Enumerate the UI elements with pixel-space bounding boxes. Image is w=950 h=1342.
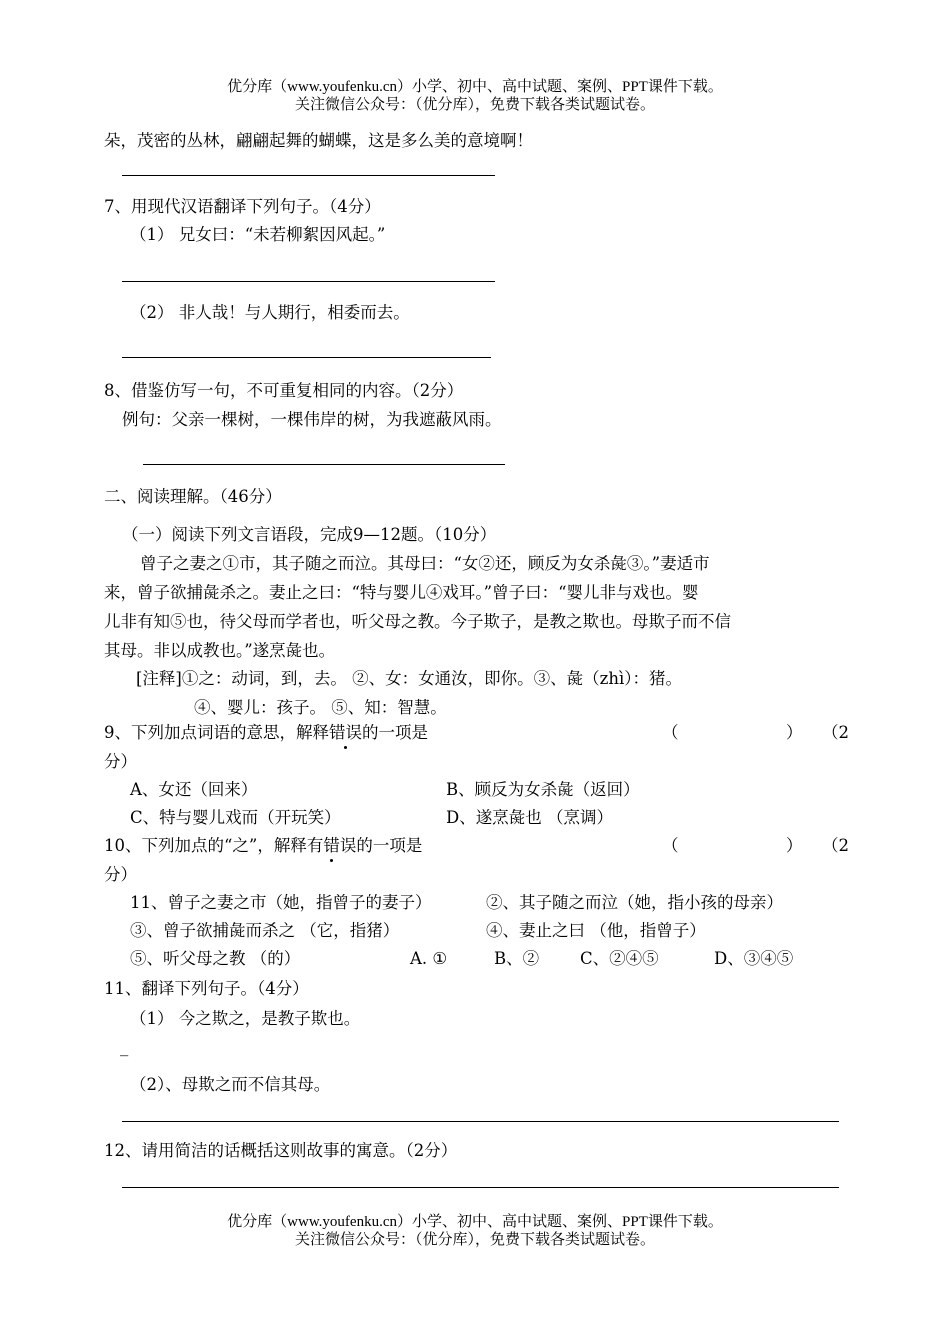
q10-item-2: ②、其子随之而泣（她，指小孩的母亲） xyxy=(486,893,783,912)
page-header-line2: 关注微信公众号：（优分库），免费下载各类试题试卷。 xyxy=(294,97,655,113)
q9-option-d: D、遂烹彘也 （烹调） xyxy=(446,808,613,827)
answer-line xyxy=(122,281,495,282)
emphasis-dots: 有错误 xyxy=(306,836,357,855)
passage-line-2: 来，曾子欲捕彘杀之。妻止之曰：“特与婴儿④戏耳。”曾子曰：“婴儿非与戏也。婴 xyxy=(104,583,699,602)
q8-example: 例句：父亲一棵树，一棵伟岸的树，为我遮蔽风雨。 xyxy=(122,410,502,429)
answer-line xyxy=(143,464,505,465)
q11-title: 11、翻译下列句子。（4分） xyxy=(104,979,309,998)
q9-title: 9、下列加点词语的意思，解释错误的一项是 xyxy=(104,723,428,742)
q10-choice-b: B、② xyxy=(494,949,540,968)
q10-answer-paren-open: （ xyxy=(662,836,679,855)
page-header-line1: 优分库（www.youfenku.cn）小学、初中、高中试题、案例、PPT课件下载。 xyxy=(227,79,723,95)
q9-option-a: A、女还（回来） xyxy=(130,780,258,799)
q11-sentence-2: （2）、母欺之而不信其母。 xyxy=(130,1075,331,1094)
q8-title: 8、借鉴仿写一句，不可重复相同的内容。（2分） xyxy=(104,381,464,400)
section-2-title: 二、阅读理解。（46分） xyxy=(104,487,282,506)
q10-item-5: ⑤、听父母之教 （的） xyxy=(130,949,301,968)
answer-line xyxy=(122,1187,839,1188)
page-footer-line2: 关注微信公众号：（优分库），免费下载各类试题试卷。 xyxy=(294,1232,655,1248)
q10-choice-d: D、③④⑤ xyxy=(714,949,794,968)
continuation-line: 朵，茂密的丛林，翩翩起舞的蝴蝶，这是多么美的意境啊！ xyxy=(104,131,533,150)
q9-score-end: 分） xyxy=(104,752,137,771)
q9-answer-paren-open: （ xyxy=(662,723,679,742)
q11-sentence-1: （1） 今之欺之，是教子欺也。 xyxy=(130,1009,361,1028)
q10-item-4: ④、妻止之曰 （他，指曾子） xyxy=(486,921,706,940)
q10-answer-paren-close: ） xyxy=(786,836,803,855)
emphasis-dots: 错误 xyxy=(329,723,362,742)
answer-line xyxy=(122,175,495,176)
q12-title: 12、请用简洁的话概括这则故事的寓意。（2分） xyxy=(104,1141,458,1160)
q7-title: 7、用现代汉语翻译下列句子。（4分） xyxy=(104,197,381,216)
q10-item-3: ③、曾子欲捕彘而杀之 （它，指猪） xyxy=(130,921,400,940)
notes-line-2: ④、婴儿：孩子。 ⑤、知：智慧。 xyxy=(194,698,447,717)
q7-sentence-2: （2） 非人哉！与人期行，相委而去。 xyxy=(130,303,410,322)
passage-line-4: 其母。非以成教也。”遂烹彘也。 xyxy=(104,641,336,660)
answer-line xyxy=(122,1121,839,1122)
q9-option-b: B、顾反为女杀彘（返回） xyxy=(446,780,640,799)
q9-option-c: C、特与婴儿戏而（开玩笑） xyxy=(130,808,341,827)
q7-sentence-1: （1） 兄女曰：“未若柳絮因风起。” xyxy=(130,225,386,244)
q10-choice-c: C、②④⑤ xyxy=(580,949,659,968)
q10-title: 10、下列加点的“之”，解释有错误的一项是 xyxy=(104,836,423,855)
answer-line xyxy=(122,357,491,358)
q9-answer-paren-close: ） xyxy=(786,723,803,742)
q10-item-1: 11、曾子之妻之市（她，指曾子的妻子） xyxy=(130,893,432,912)
q10-score: （2 xyxy=(822,836,849,855)
notes-line-1: [注释]①之：动词，到，去。 ②、女：女通汝，即你。③、彘（zhì）：猪。 xyxy=(136,669,682,688)
q11-blank-mark: _ xyxy=(120,1037,129,1056)
q10-choice-a: A. ① xyxy=(410,949,448,968)
passage-line-3: 儿非有知⑤也，待父母而学者也，听父母之教。今子欺子，是教之欺也。母欺子而不信 xyxy=(104,612,731,631)
q10-score-end: 分） xyxy=(104,865,137,884)
subsection-1-title: （一）阅读下列文言语段，完成9—12题。（10分） xyxy=(122,525,497,544)
q9-score: （2 xyxy=(822,723,849,742)
passage-line-1: 曾子之妻之①市，其子随之而泣。其母曰：“女②还，顾反为女杀彘③。”妻适市 xyxy=(140,554,710,573)
page-footer-line1: 优分库（www.youfenku.cn）小学、初中、高中试题、案例、PPT课件下载。 xyxy=(227,1214,723,1230)
